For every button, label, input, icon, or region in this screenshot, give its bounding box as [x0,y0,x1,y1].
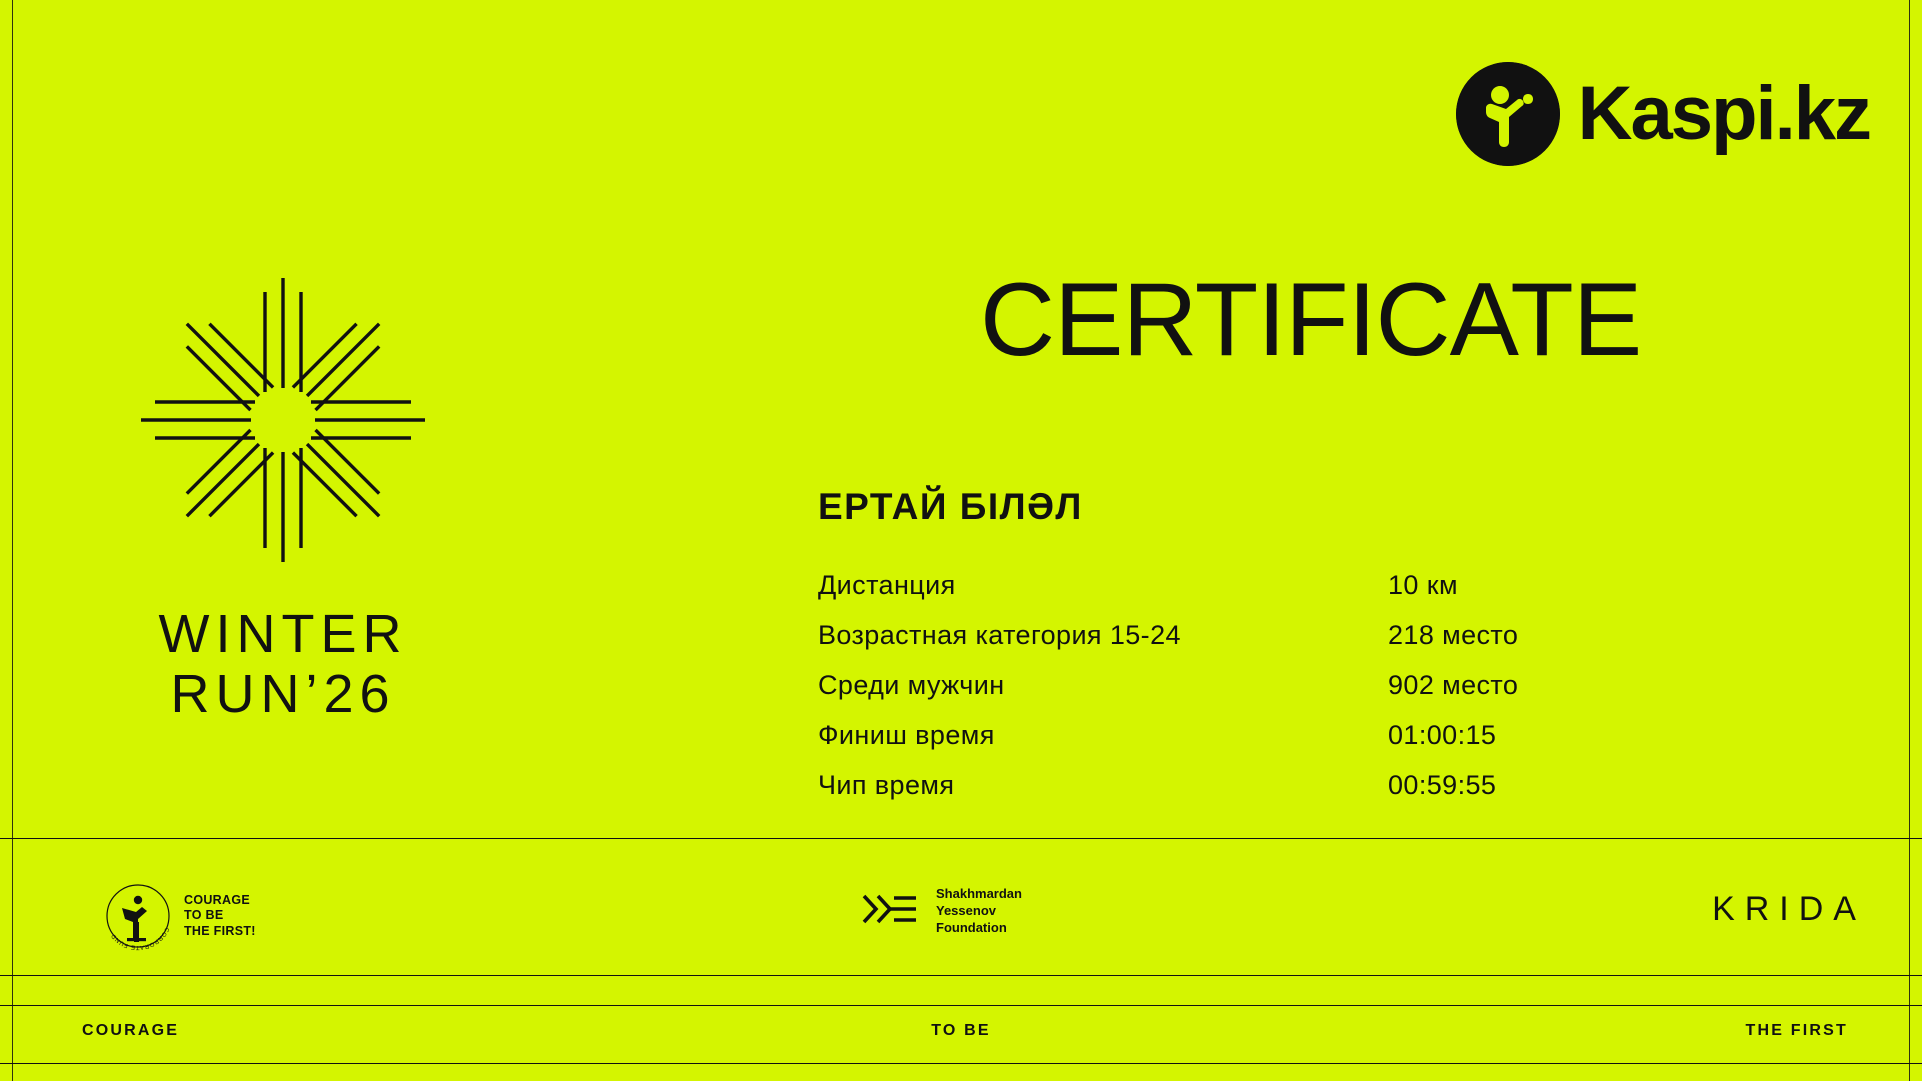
sponsor-krida [1712,890,1866,929]
stat-value: 218 место [1388,620,1519,650]
event-name [108,604,458,725]
sponsor-yessenov-text [936,886,1022,937]
table-row [818,570,1618,620]
sponsor-yessenov-line2: Yessenov [936,902,996,918]
krida-logo-icon: KRIDA [1712,890,1866,928]
corporate-fund-courage-icon [100,878,176,954]
sponsor-yessenov-foundation [860,886,1022,937]
results-table [818,570,1618,820]
event-logo-block [108,270,458,725]
table-row [818,670,1618,720]
footer-divider-top [0,838,1922,839]
kaspi-wordmark: Kaspi.kz [1577,71,1870,156]
athlete-name: ЕРТАЙ БІЛӘЛ [818,486,1083,527]
footer-divider-mid [0,975,1922,976]
svg-text:CORPORATE FUND: CORPORATE FUND [110,926,170,951]
tagline-middle: TO BE [931,1022,991,1039]
stat-value: 01:00:15 [1388,720,1497,750]
event-name-line2: RUN’26 [170,664,396,725]
winter-run-burst-icon [133,270,433,570]
sponsor-yessenov-line1: Shakhmardan [936,886,1022,901]
sponsor-courage-line2: TO BE [184,908,224,923]
sponsor-courage-fund [100,878,256,954]
footer-divider-bottom [0,1063,1922,1064]
table-row [818,620,1618,670]
sponsor-yessenov-line3: Foundation [936,919,1007,935]
page-title: CERTIFICATE [980,262,1642,378]
event-name-line1: WINTER [158,604,408,664]
stat-value: 902 место [1388,670,1519,700]
sponsor-courage-line1: COURAGE [184,892,250,907]
footer-divider-tagline-top [0,1005,1922,1006]
stat-label: Финиш время [818,720,995,750]
sponsor-courage-text [184,893,256,940]
tagline-left: COURAGE [82,1022,180,1039]
sponsor-courage-line3: THE FIRST! [184,923,256,938]
stat-label: Возрастная категория 15-24 [818,620,1181,650]
tagline-strip [0,1022,1922,1046]
stat-label: Дистанция [818,570,956,600]
stat-label: Чип время [818,770,955,800]
sponsor-row [0,862,1922,970]
stat-value: 10 км [1388,570,1458,600]
tagline-right: THE FIRST [1745,1022,1848,1039]
yessenov-foundation-icon [860,888,926,935]
stat-value: 00:59:55 [1388,770,1497,800]
table-row [818,770,1618,820]
kaspi-logo [1456,62,1870,166]
table-row [818,720,1618,770]
kaspi-logo-icon [1456,62,1560,166]
stat-label: Среди мужчин [818,670,1005,700]
